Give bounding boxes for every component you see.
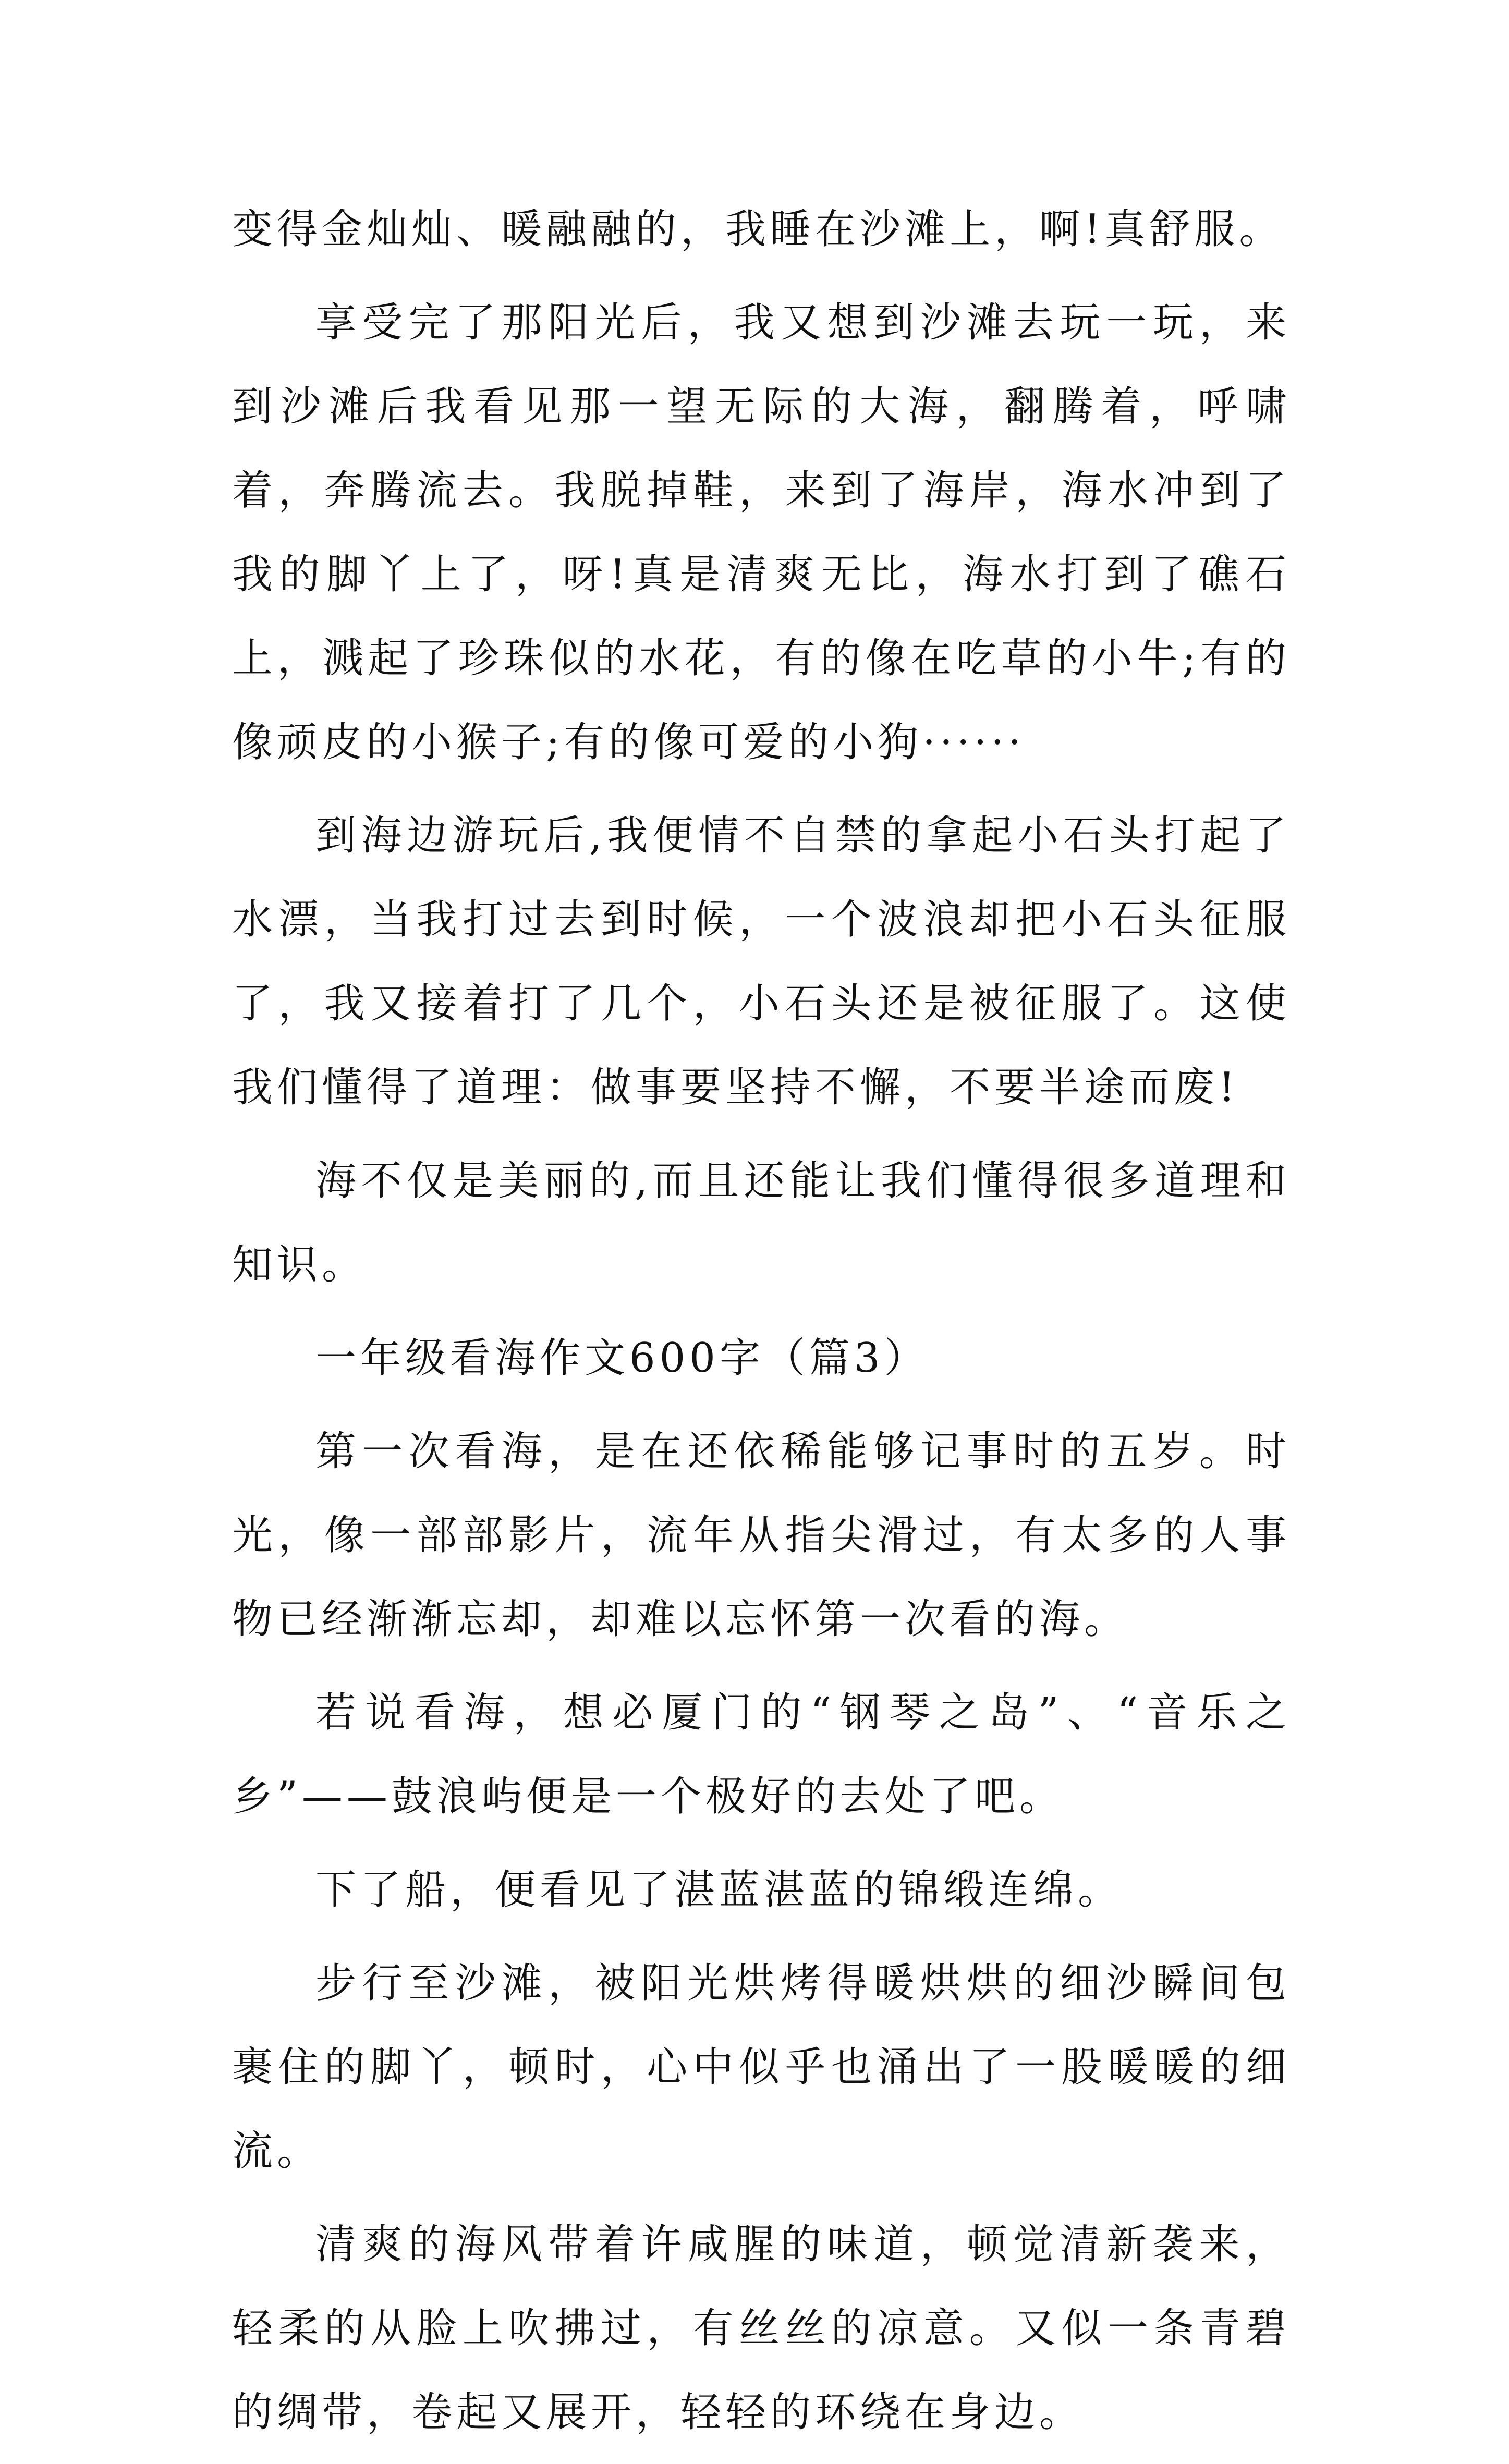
- paragraph-6: 若说看海，想必厦门的“钢琴之岛”、“音乐之乡”——鼓浪屿便是一个极好的去处了吧。: [232, 1689, 1291, 1820]
- paragraph-9: 清爽的海风带着许咸腥的味道，顿觉清新袭来，轻柔的从脸上吹拂过，有丝丝的凉意。又似一条青碧的绸带，卷起又展开，轻轻的环绕在身边。: [232, 2221, 1291, 2436]
- paragraph-1: 变得金灿灿、暖融融的，我睡在沙滩上，啊!真舒服。: [232, 206, 1284, 253]
- section-heading: 一年级看海作文600字（篇3）: [315, 1335, 929, 1382]
- paragraph-8: 步行至沙滩，被阳光烘烤得暖烘烘的细沙瞬间包裹住的脚丫，顿时，心中似乎也涌出了一股暖暖的细流。: [232, 1960, 1291, 2175]
- paragraph-5: 第一次看海，是在还依稀能够记事时的五岁。时光，像一部部影片，流年从指尖滑过，有太多的人事物已经渐渐忘却，却难以忘怀第一次看的海。: [232, 1428, 1291, 1643]
- document-page: [232, 188, 1291, 2464]
- paragraph-4: 海不仅是美丽的,而且还能让我们懂得很多道理和知识。: [232, 1157, 1291, 1288]
- paragraph-2: 享受完了那阳光后，我又想到沙滩去玩一玩，来到沙滩后我看见那一望无际的大海，翻腾着，呼啸着，奔腾流去。我脱掉鞋，来到了海岸，海水冲到了我的脚丫上了，呀!真是清爽无比，海水打到了礁石上，溅起了珍珠似的水花，有的像在吃草的小牛;有的像顽皮的小猴子;有的像可爱的小狗······: [232, 299, 1291, 766]
- paragraph-3: 到海边游玩后,我便情不自禁的拿起小石头打起了水漂，当我打过去到时候，一个波浪却把小石头征服了，我又接着打了几个，小石头还是被征服了。这使我们懂得了道理：做事要坚持不懈，不要半途而废!: [232, 812, 1291, 1111]
- paragraph-7: 下了船，便看见了湛蓝湛蓝的锦缎连绵。: [315, 1867, 1123, 1913]
